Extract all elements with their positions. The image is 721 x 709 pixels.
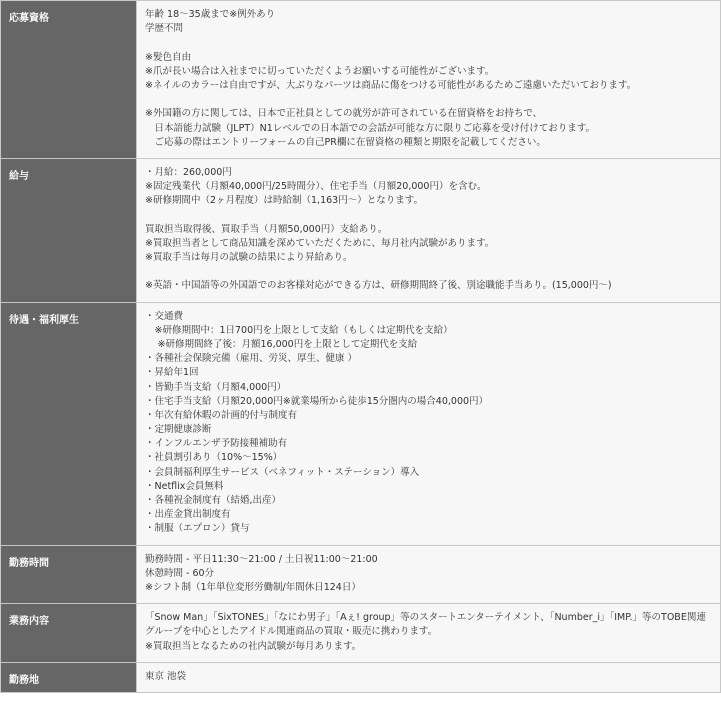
text-line: ・昇給年1回 [145,367,199,379]
text-line: ※研修期間中（2ヶ月程度）は時給制（1,163円〜）となります。 [145,195,423,207]
text-line: ※買取担当者として商品知識を深めていただくために、毎月社内試験があります。 [145,237,495,249]
row-content [137,1,721,159]
text-line: ※ネイルのカラーは自由ですが、大ぶりなパーツは商品に傷をつける可能性があるためご遠慮いただいております。 [145,79,637,91]
row-content [137,604,721,663]
text-line: 学歴不問 [145,23,184,35]
text-line: ※固定残業代（月額40,000円/25時間分）、住宅手当（月額20,000円）を含む。 [145,181,487,193]
text-line: 年齢 18〜35歳まで※例外あり [145,9,276,20]
row-content [137,662,721,692]
text-line: ※研修期間終了後：月額16,000円を上限として定期代を支給 [145,338,418,350]
row-salary [1,158,721,302]
text-line: ・会員制福利厚生サービス（ベネフィット・ステーション）導入 [145,466,420,478]
text-line: ・年次有給休暇の計画的付与制度有 [145,409,298,421]
text-line: ※英語・中国語等の外国語でのお客様対応ができる方は、研修期間終了後、別途職能手当あり。(15,000円〜) [145,280,612,292]
text-line: ※髪色自由 [145,51,191,63]
text-line: ※買取手当は毎月の試験の結果により昇給あり。 [145,252,353,263]
blank-line [145,36,710,50]
row-label: 応募資格 [1,1,137,159]
row-qualifications [1,1,721,159]
text-line: 休憩時間 - 60分 [145,567,215,579]
row-label: 給与 [1,158,137,302]
text-line: 日本語能力試験（JLPT）N1レベルでの日本語での会話が可能な方に限りご応募を受け付けております。 [145,122,596,134]
row-benefits [1,302,721,545]
text-line: ・住宅手当支給（月額20,000円※就業場所から徒歩15分圏内の場合40,000円） [145,395,489,407]
row-label: 待遇・福利厚生 [1,302,137,545]
row-content [137,302,721,545]
text-line: ・Netflix会員無料 [145,480,224,492]
row-content [137,158,721,302]
text-line: ・各種祝金制度有（結婚,出産） [145,495,282,506]
row-working-hours [1,545,721,604]
text-line: ※爪が長い場合は入社までに切っていただくようお願いする可能性がございます。 [145,65,495,77]
text-line: ・皆勤手当支給（月額4,000円） [145,381,287,393]
row-label: 勤務地 [1,662,137,692]
text-line: 「Snow Man」「SixTONES」「なにわ男子」「Aぇ! group」等のスタートエンターテイメント、「Number_i」「IMP.」等のTOBE関連グループを中心としたアイドル関連商品の買取・販売に携わります。 [145,612,706,638]
blank-line [145,93,710,107]
row-job-description [1,604,721,663]
text-line: 買取担当取得後、買取手当（月額50,000円）支給あり。 [145,223,388,235]
blank-line [145,265,710,279]
text-line: ・定期健康診断 [145,424,212,436]
text-line: ご応募の際はエントリーフォームの自己PR欄に在留資格の種類と期限を記載してください。 [145,136,546,148]
row-location [1,662,721,692]
text-line: ※研修期間中：1日700円を上限として支給（もしくは定期代を支給） [145,324,453,336]
text-line: 勤務時間 - 平日11:30〜21:00 / 土日祝11:00〜21:00 [145,553,378,565]
text-line: ・出産金貸出制度有 [145,509,231,521]
text-line: ・インフルエンザ予防接種補助有 [145,438,288,450]
text-line: ・社員割引あり（10%〜15%） [145,452,283,464]
text-line: ※外国籍の方に関しては、日本で正社員としての就労が許可されている在留資格をお持ちで、 [145,108,543,120]
text-line: ・制服（エプロン）貸与 [145,523,250,535]
text-line: ・交通費 [145,310,184,322]
text-line: ※シフト制（1年単位変形労働制/年間休日124日） [145,581,361,593]
row-label: 業務内容 [1,604,137,663]
row-content [137,545,721,604]
text-line: ※買取担当となるための社内試験が毎月あります。 [145,640,362,652]
blank-line [145,208,710,222]
text-line: ・各種社会保険完備（雇用、労災、厚生、健康 ） [145,353,358,365]
row-label: 勤務時間 [1,545,137,604]
text-line: 東京 池袋 [145,670,187,682]
text-line: ・月給：260,000円 [145,166,232,178]
